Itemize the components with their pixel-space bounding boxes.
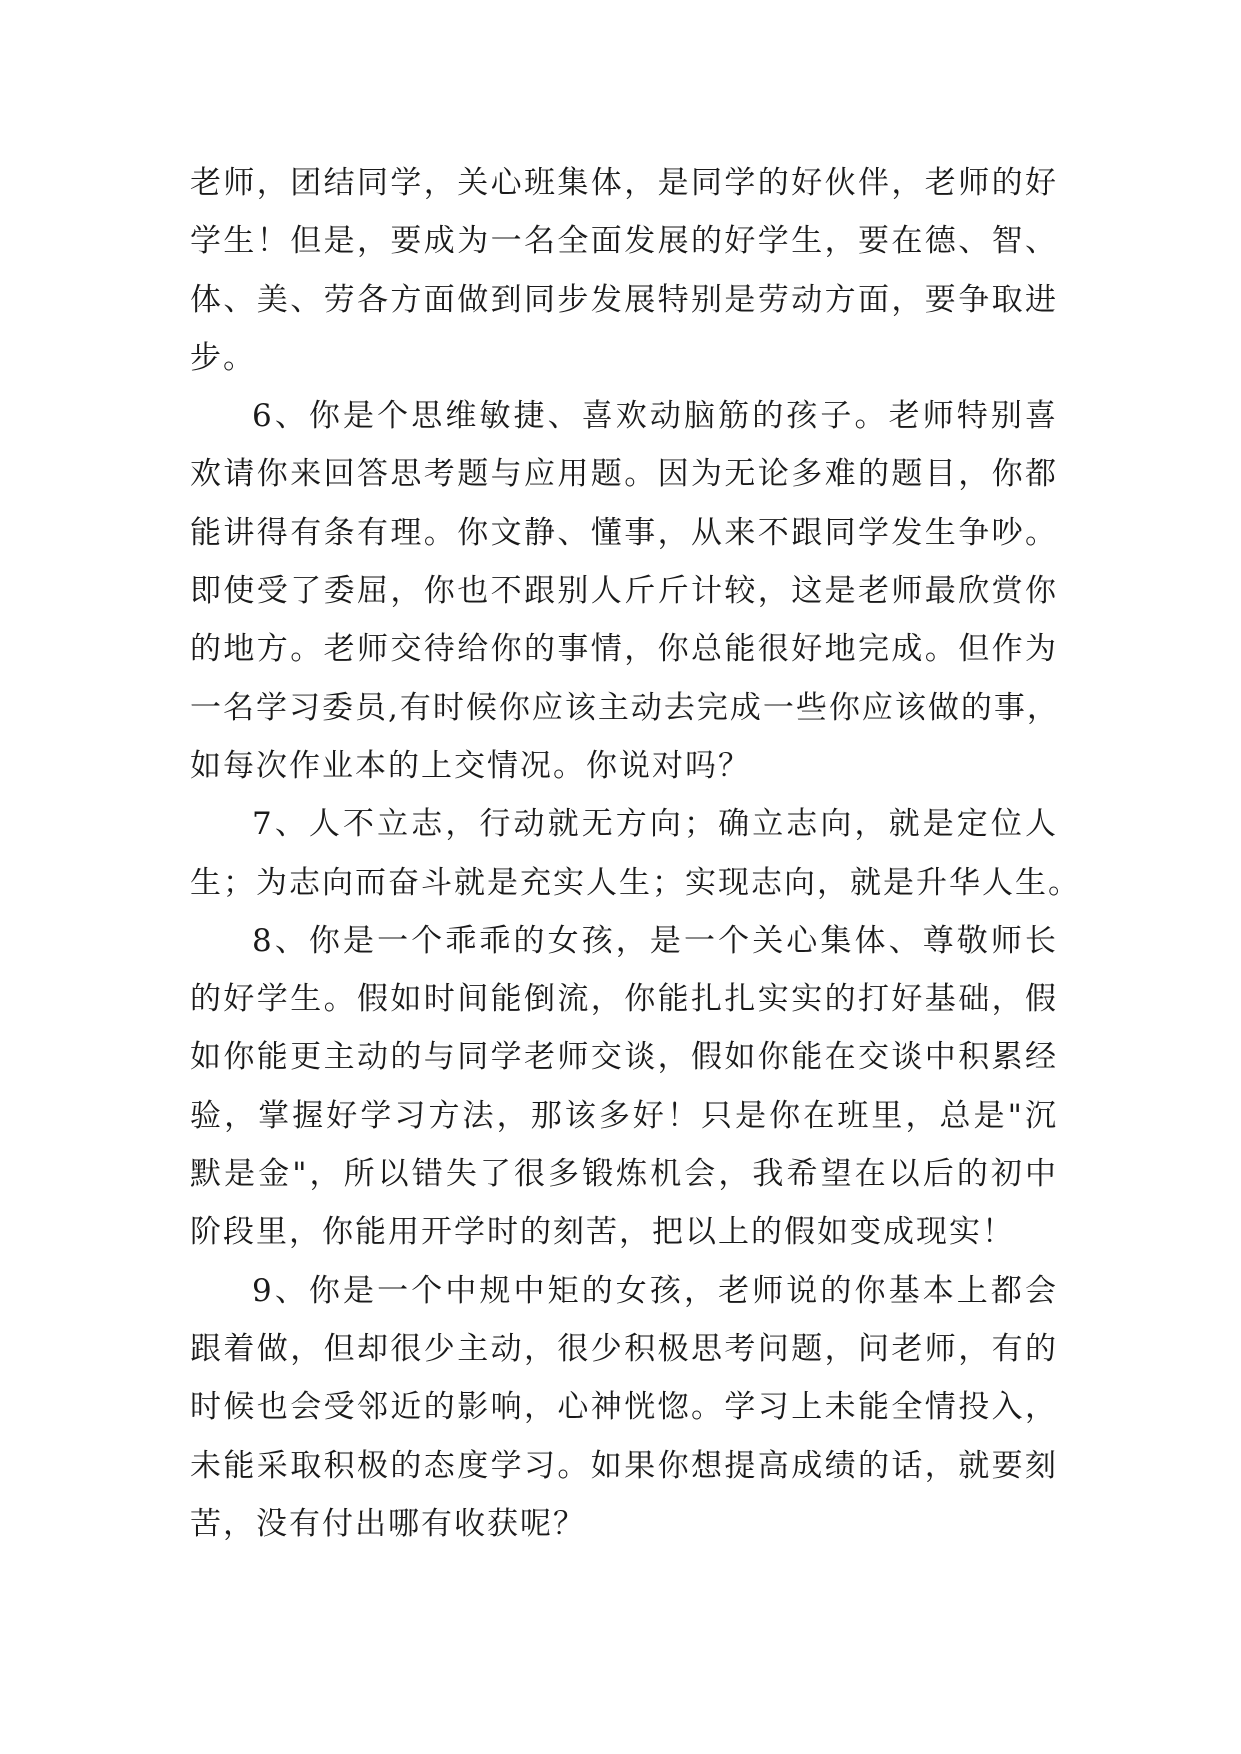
text-line: 步。	[190, 339, 256, 376]
paragraph-7	[190, 795, 1081, 912]
text-line: 老师，团结同学，关心班集体，是同学的好伙伴，老师的好	[190, 165, 1058, 201]
paragraph-5-continued	[190, 154, 1058, 387]
text-line: 如你能更主动的与同学老师交谈，假如你能在交谈中积累经	[190, 1039, 1058, 1076]
text-line: 时候也会受邻近的影响，心神恍惚。学习上未能全情投入，	[190, 1389, 1058, 1426]
text-line: 阶段里，你能用开学时的刻苦，把以上的假如变成现实！	[190, 1214, 1015, 1251]
text-line: 未能采取积极的态度学习。如果你想提高成绩的话，就要刻	[190, 1447, 1058, 1484]
text-line: 的好学生。假如时间能倒流，你能扎扎实实的打好基础，假	[190, 981, 1058, 1018]
text-line: 欢请你来回答思考题与应用题。因为无论多难的题目，你都	[190, 456, 1058, 493]
text-line: 体、美、劳各方面做到同步发展特别是劳动方面，要争取进	[190, 281, 1058, 318]
text-line: 即使受了委屈，你也不跟别人斤斤计较，这是老师最欣赏你	[190, 573, 1058, 610]
paragraph-6	[190, 387, 1058, 795]
text-line: 验，掌握好学习方法，那该多好！只是你在班里，总是"沉	[190, 1097, 1058, 1134]
text-line: 跟着做，但却很少主动，很少积极思考问题，问老师，有的	[190, 1330, 1058, 1367]
text-line: 如每次作业本的上交情况。你说对吗？	[190, 747, 751, 784]
text-line: 8、你是一个乖乖的女孩，是一个关心集体、尊敬师长	[252, 922, 1058, 959]
text-line: 能讲得有条有理。你文静、懂事，从来不跟同学发生争吵。	[190, 514, 1058, 551]
text-line: 7、人不立志，行动就无方向；确立志向，就是定位人	[252, 806, 1058, 843]
document-page	[190, 154, 1081, 1553]
text-line: 默是金"，所以错失了很多锻炼机会，我希望在以后的初中	[190, 1156, 1058, 1193]
text-line: 的地方。老师交待给你的事情，你总能很好地完成。但作为	[190, 631, 1058, 668]
text-line: 苦，没有付出哪有收获呢？	[190, 1505, 586, 1542]
text-line: 6、你是个思维敏捷、喜欢动脑筋的孩子。老师特别喜	[252, 398, 1058, 435]
text-line: 一名学习委员,有时候你应该主动去完成一些你应该做的事，	[190, 689, 1060, 726]
text-line: 学生！但是，要成为一名全面发展的好学生，要在德、智、	[190, 223, 1058, 260]
paragraph-9	[190, 1262, 1058, 1553]
text-line: 生；为志向而奋斗就是充实人生；实现志向，就是升华人生。	[190, 864, 1081, 901]
paragraph-8	[190, 912, 1058, 1262]
text-line: 9、你是一个中规中矩的女孩，老师说的你基本上都会	[252, 1272, 1058, 1309]
